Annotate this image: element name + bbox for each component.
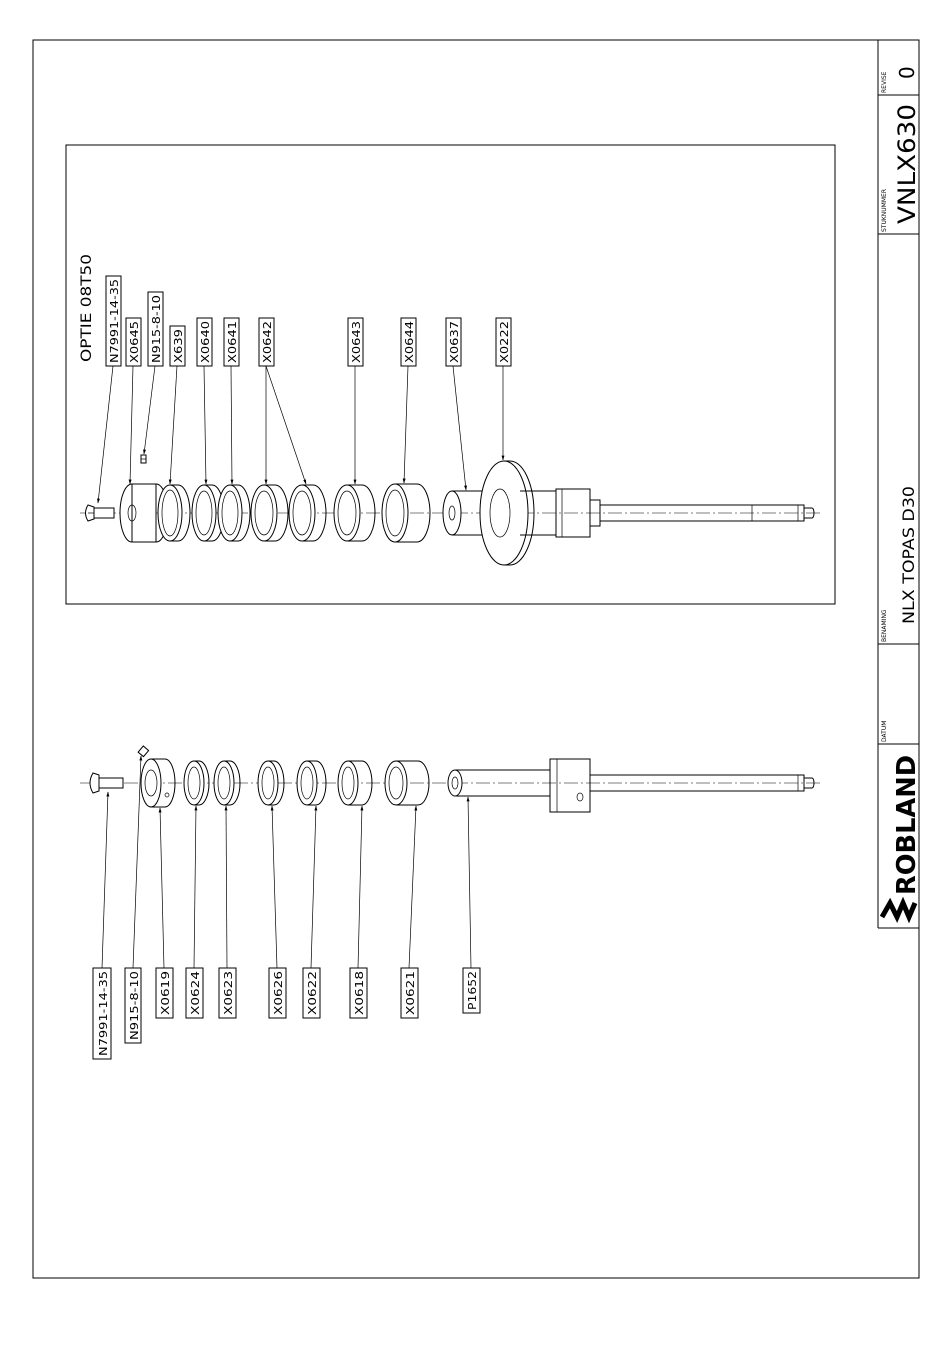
title-block — [878, 40, 922, 928]
svg-text:X0618: X0618 — [353, 979, 366, 1015]
option-label-N915-8-10 — [148, 292, 163, 366]
standard-label-N915-8-10 — [125, 968, 141, 1043]
option-view — [66, 145, 835, 604]
svg-text:X639: X639 — [172, 334, 185, 363]
revise-value: 0 — [895, 66, 919, 79]
robland-logo — [882, 755, 922, 917]
svg-text:X0640: X0640 — [199, 327, 212, 363]
option-label-X0222 — [496, 318, 511, 366]
svg-text:X0641: X0641 — [226, 327, 239, 363]
revise-label: REVISE — [881, 71, 888, 93]
option-label-X639 — [170, 326, 185, 366]
logo-text: ROBLAND — [892, 753, 922, 895]
standard-label-X0624 — [186, 968, 203, 1018]
standard-label-X0622 — [303, 968, 320, 1018]
svg-text:X0642: X0642 — [261, 327, 274, 363]
option-label-X0643 — [348, 318, 363, 366]
svg-text:X0222: X0222 — [498, 327, 511, 363]
stuknummer-value: VNLX630 — [893, 114, 921, 224]
benaming-value: NLX TOPAS D30 — [899, 497, 918, 624]
standard-label-X0618 — [350, 968, 367, 1018]
option-label-X0642 — [259, 318, 274, 366]
svg-text:N7991-14-35: N7991-14-35 — [108, 290, 121, 363]
svg-text:N915-8-10: N915-8-10 — [150, 304, 163, 363]
svg-text:X0624: X0624 — [189, 979, 202, 1015]
benaming-label: BENAMING — [881, 609, 888, 642]
option-label-N7991-14-35 — [106, 276, 121, 366]
option-title: OPTIE 08T50 — [79, 272, 95, 362]
option-label-X0644 — [401, 318, 416, 366]
standard-label-X0619 — [156, 968, 173, 1018]
option-label-X0637 — [446, 318, 461, 366]
stuknummer-label: STUKNUMMER — [881, 189, 888, 232]
svg-text:N915-8-10: N915-8-10 — [128, 981, 141, 1040]
svg-text:N7991-14-35: N7991-14-35 — [97, 983, 110, 1056]
standard-label-X0623 — [219, 968, 236, 1018]
svg-text:X0619: X0619 — [159, 979, 172, 1015]
standard-view — [80, 746, 822, 1059]
standard-label-X0626 — [269, 968, 286, 1018]
standard-label-N7991-14-35 — [93, 968, 111, 1059]
svg-text:X0621: X0621 — [404, 979, 417, 1015]
svg-text:X0643: X0643 — [350, 327, 363, 363]
svg-text:X0637: X0637 — [448, 327, 461, 363]
standard-label-X0621 — [401, 968, 418, 1018]
standard-label-P1652 — [463, 968, 480, 1013]
option-label-X0640 — [197, 318, 212, 366]
svg-text:X0644: X0644 — [403, 327, 416, 363]
sheet-border — [33, 40, 919, 1278]
option-label-X0641 — [224, 318, 239, 366]
svg-text:X0645: X0645 — [128, 327, 141, 363]
svg-text:P1652: P1652 — [466, 975, 479, 1010]
option-label-X0645 — [126, 318, 141, 366]
svg-text:X0626: X0626 — [272, 979, 285, 1015]
svg-text:X0622: X0622 — [306, 979, 319, 1015]
svg-text:X0623: X0623 — [222, 979, 235, 1015]
datum-label: DATUM — [881, 720, 888, 742]
